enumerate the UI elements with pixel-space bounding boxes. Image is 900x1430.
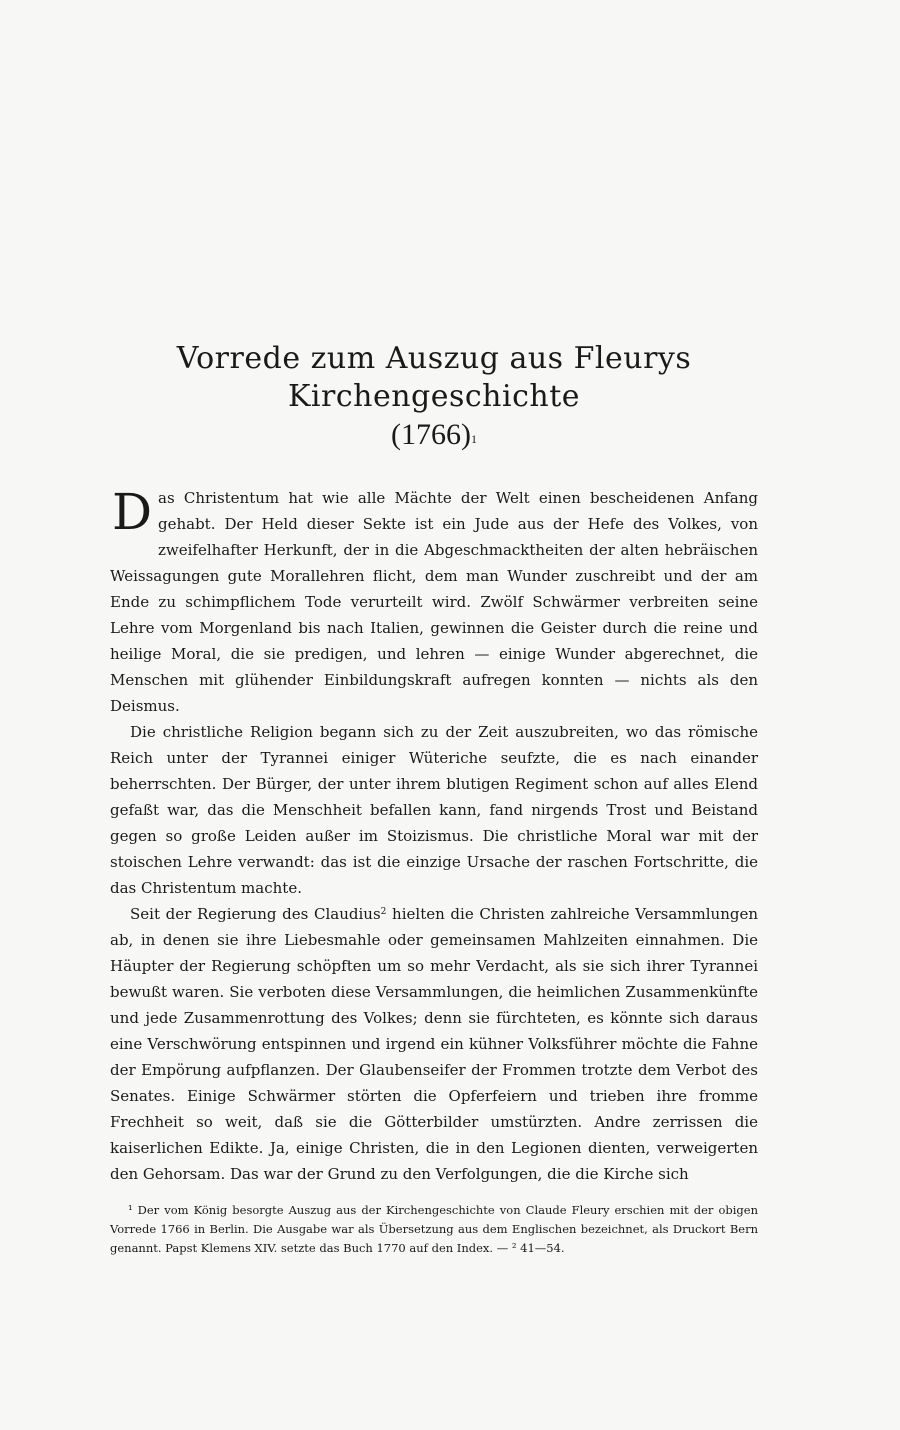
- paragraph-3: [110, 901, 758, 1187]
- paragraph-3-text-b: hielten die Christen zahlreiche Versammlungen ab, in denen sie ihre Liebesmahle oder gemeinsamen Mahlzeiten einnahmen. Die Häupter der Regierung schöpften um so mehr Verdacht, als sie sich ihrer Tyrannei bewußt waren. Sie verboten diese Versammlungen, die heimlichen Zusammenkünfte und jede Zusammenrottung des Volkes; denn sie fürchteten, es könnte sich daraus eine Verschwörung entspinnen und irgend ein kühner Volksführer möchte die Fahne der Empörung aufpflanzen. Der Glaubenseifer der Frommen trotzte dem Verbot des Senates. Einige Schwärmer störten die Opferfeiern und trieben ihre fromme Frechheit so weit, daß sie die Götterbilder umstürzten. Andre zerrissen die kaiserlichen Edikte. Ja, einige Christen, die in den Legionen dienten, verweigerten den Gehorsam. Das war der Grund zu den Verfolgungen, die die Kirche sich: [110, 905, 758, 1183]
- footnotes: [110, 1201, 758, 1258]
- title-year: [110, 416, 758, 454]
- page-title: Vorrede zum Auszug aus Fleurys Kirchengeschichte: [176, 341, 692, 414]
- title-year-text: (1766): [391, 418, 471, 451]
- footnote-ref-2: 2: [380, 907, 387, 917]
- paragraph-1-text: as Christentum hat wie alle Mächte der Welt einen bescheidenen Anfang gehabt. Der Held dieser Sekte ist ein Jude aus der Hefe des Volkes, von zweifelhafter Herkunft, der in die Abgeschmacktheiten der alten hebräischen Weissagungen gute Morallehren flicht, dem man Wunder zuschreibt und der am Ende zu schimpflichem Tode verurteilt wird. Zwölf Schwärmer verbreiten seine Lehre vom Morgenland bis nach Italien, gewinnen die Geister durch die reine und heilige Moral, die sie predigen, und lehren — einige Wunder abgerechnet, die Menschen mit glühender Einbildungskraft aufregen konnten — nichts als den Deismus.: [110, 489, 758, 715]
- page: [110, 340, 758, 1258]
- drop-cap: D: [111, 483, 153, 541]
- title-footnote-ref: 1: [470, 432, 477, 446]
- paragraph-2: Die christliche Religion begann sich zu der Zeit auszubreiten, wo das römische Reich unter der Tyrannei einiger Wüteriche seufzte, die es nach einander beherrschten. Der Bürger, der unter ihrem blutigen Regiment schon auf alles Elend gefaßt war, das die Menschheit befallen kann, fand nirgends Trost und Beistand gegen so große Leiden außer im Stoizismus. Die christliche Moral war mit der stoischen Lehre verwandt: das ist die einzige Ursache der raschen Fortschritte, die das Christentum machte.: [110, 723, 758, 897]
- footnote-1: ¹ Der vom König besorgte Auszug aus der Kirchengeschichte von Claude Fleury erschien mit der obigen Vorrede 1766 in Berlin. Die Ausgabe war als Übersetzung aus dem Englischen bezeichnet, als Druckort Bern genannt. Papst Klemens XIV. setzte das Buch 1770 auf den Index. — ² 41—54.: [110, 1203, 758, 1255]
- paragraph-3-text-a: Seit der Regierung des Claudius: [130, 905, 381, 923]
- body-text: [110, 485, 758, 1187]
- paragraph-1: [110, 485, 758, 719]
